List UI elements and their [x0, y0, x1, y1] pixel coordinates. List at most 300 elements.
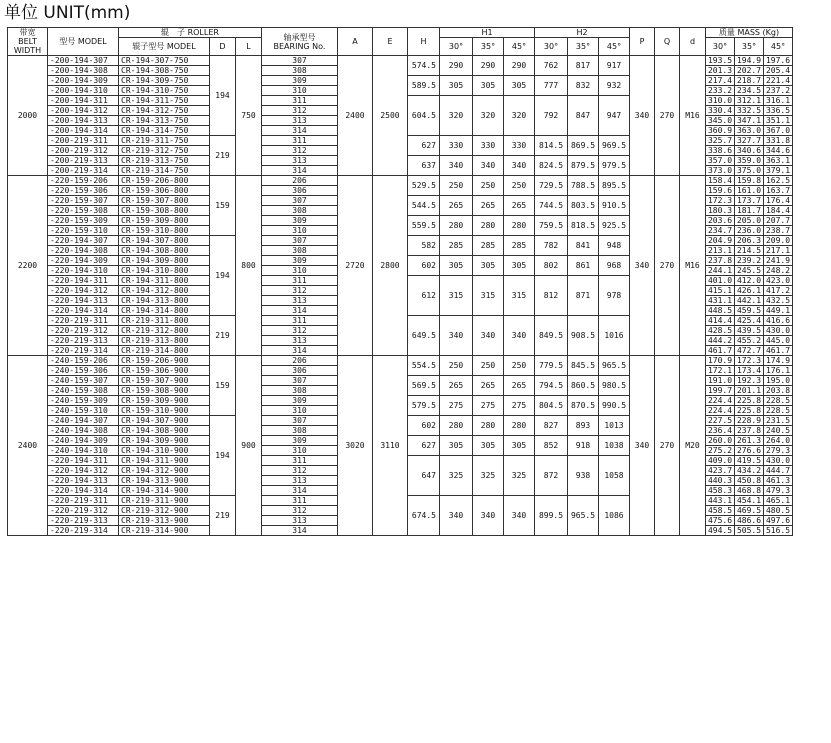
h-cell: 544.5	[408, 196, 440, 216]
bolt-d-cell: M16	[680, 56, 706, 176]
bearing-cell: 306	[262, 186, 338, 196]
h1-cell: 320	[440, 96, 473, 136]
h1-cell: 275	[440, 396, 473, 416]
mass-cell: 184.4	[764, 206, 793, 216]
model-cell: -220-159-307	[48, 196, 119, 206]
h2-cell: 910.5	[599, 196, 630, 216]
h1-cell: 340	[440, 316, 473, 356]
mass-cell: 431.1	[706, 296, 735, 306]
h1-cell: 280	[504, 416, 535, 436]
h2-cell: 908.5	[568, 316, 599, 356]
mass-cell: 444.2	[706, 336, 735, 346]
h1-cell: 290	[504, 56, 535, 76]
h2-angle-45: 45°	[599, 38, 630, 56]
h-cell: 579.5	[408, 396, 440, 416]
e-cell: 3110	[373, 356, 408, 536]
mass-cell: 240.5	[764, 426, 793, 436]
mass-cell: 363.1	[764, 156, 793, 166]
h1-cell: 290	[440, 56, 473, 76]
bearing-cell: 310	[262, 226, 338, 236]
bolt-d-header: d	[680, 28, 706, 56]
model-cell: -220-159-310	[48, 226, 119, 236]
belt-header-en1: BELT	[18, 37, 37, 46]
belt-width-cell: 2000	[8, 56, 48, 176]
p-cell: 340	[630, 56, 655, 176]
h2-cell: 804.5	[535, 396, 568, 416]
h2-cell: 893	[568, 416, 599, 436]
bearing-header	[262, 28, 338, 56]
model-cell: -200-219-314	[48, 166, 119, 176]
mass-cell: 159.8	[735, 176, 764, 186]
model-cell: -200-194-309	[48, 76, 119, 86]
mass-cell: 202.7	[735, 66, 764, 76]
bearing-header-en: BEARING No.	[273, 41, 326, 51]
belt-width-cell: 2200	[8, 176, 48, 356]
h2-angle-30: 30°	[535, 38, 568, 56]
h2-cell: 779.5	[535, 356, 568, 376]
mass-cell: 367.0	[764, 126, 793, 136]
mass-cell: 217.1	[764, 246, 793, 256]
mass-cell: 414.4	[706, 316, 735, 326]
model-cell: -220-159-206	[48, 176, 119, 186]
model-cell: -220-219-312	[48, 506, 119, 516]
roller-model-cell: CR-159-308-800	[119, 206, 210, 216]
bearing-cell: 309	[262, 436, 338, 446]
h-cell: 554.5	[408, 356, 440, 376]
h2-cell: 792	[535, 96, 568, 136]
h2-cell: 802	[535, 256, 568, 276]
h2-cell: 979.5	[599, 156, 630, 176]
roller-model-cell: CR-219-313-900	[119, 516, 210, 526]
mass-cell: 173.4	[735, 366, 764, 376]
mass-cell: 248.2	[764, 266, 793, 276]
h2-cell: 938	[568, 456, 599, 496]
h2-cell: 852	[535, 436, 568, 456]
roller-model-cell: CR-219-311-900	[119, 496, 210, 506]
mass-cell: 201.3	[706, 66, 735, 76]
roller-l-cell: 900	[236, 356, 262, 536]
h2-cell: 1013	[599, 416, 630, 436]
mass-cell: 330.4	[706, 106, 735, 116]
p-header: P	[630, 28, 655, 56]
mass-cell: 312.1	[735, 96, 764, 106]
h1-cell: 340	[504, 156, 535, 176]
mass-cell: 238.7	[764, 226, 793, 236]
roller-d-cell: 159	[210, 356, 236, 416]
mass-cell: 344.6	[764, 146, 793, 156]
model-cell: -200-194-310	[48, 86, 119, 96]
mass-cell: 170.9	[706, 356, 735, 366]
bearing-cell: 206	[262, 356, 338, 366]
bearing-cell: 311	[262, 456, 338, 466]
h1-cell: 305	[504, 256, 535, 276]
mass-cell: 434.2	[735, 466, 764, 476]
mass-cell: 458.5	[706, 506, 735, 516]
mass-cell: 423.0	[764, 276, 793, 286]
h1-cell: 290	[473, 56, 504, 76]
mass-cell: 191.0	[706, 376, 735, 386]
h2-cell: 948	[599, 236, 630, 256]
roller-model-cell: CR-194-314-750	[119, 126, 210, 136]
mass-cell: 325.7	[706, 136, 735, 146]
roller-model-cell: CR-194-308-800	[119, 246, 210, 256]
bearing-cell: 312	[262, 506, 338, 516]
model-cell: -200-194-313	[48, 116, 119, 126]
mass-cell: 163.7	[764, 186, 793, 196]
mass-cell: 439.5	[735, 326, 764, 336]
h1-cell: 320	[504, 96, 535, 136]
h1-cell: 275	[473, 396, 504, 416]
mass-cell: 459.5	[735, 306, 764, 316]
q-cell: 270	[655, 56, 680, 176]
roller-model-cell: CR-219-314-800	[119, 346, 210, 356]
h1-cell: 330	[473, 136, 504, 156]
h1-cell: 250	[473, 176, 504, 196]
roller-model-cell: CR-159-307-800	[119, 196, 210, 206]
h1-cell: 325	[440, 456, 473, 496]
model-cell: -240-159-308	[48, 386, 119, 396]
mass-cell: 310.0	[706, 96, 735, 106]
bearing-cell: 309	[262, 76, 338, 86]
model-cell: -240-159-307	[48, 376, 119, 386]
model-cell: -220-194-314	[48, 306, 119, 316]
bearing-cell: 313	[262, 296, 338, 306]
roller-model-cell: CR-194-309-900	[119, 436, 210, 446]
h-cell: 627	[408, 436, 440, 456]
bearing-cell: 307	[262, 376, 338, 386]
h2-cell: 812	[535, 276, 568, 316]
mass-cell: 469.5	[735, 506, 764, 516]
mass-cell: 237.8	[706, 256, 735, 266]
model-cell: -220-194-311	[48, 276, 119, 286]
h1-cell: 250	[440, 176, 473, 196]
h2-cell: 978	[599, 276, 630, 316]
h2-cell: 860.5	[568, 376, 599, 396]
mass-cell: 207.7	[764, 216, 793, 226]
model-cell: -220-219-313	[48, 336, 119, 346]
mass-cell: 336.5	[764, 106, 793, 116]
h2-cell: 803.5	[568, 196, 599, 216]
h2-cell: 832	[568, 76, 599, 96]
roller-model-cell: CR-194-314-900	[119, 486, 210, 496]
bearing-cell: 312	[262, 106, 338, 116]
model-cell: -220-219-313	[48, 516, 119, 526]
mass-cell: 327.7	[735, 136, 764, 146]
bearing-cell: 308	[262, 386, 338, 396]
belt-width-cell: 2400	[8, 356, 48, 536]
h-cell: 674.5	[408, 496, 440, 536]
bearing-cell: 314	[262, 166, 338, 176]
h1-cell: 330	[504, 136, 535, 156]
h-cell: 602	[408, 256, 440, 276]
model-cell: -200-194-311	[48, 96, 119, 106]
bearing-cell: 308	[262, 206, 338, 216]
h1-cell: 250	[504, 176, 535, 196]
mass-cell: 373.0	[706, 166, 735, 176]
mass-cell: 461.3	[764, 476, 793, 486]
roller-model-cell: CR-159-308-900	[119, 386, 210, 396]
mass-cell: 218.7	[735, 76, 764, 86]
h2-cell: 794.5	[535, 376, 568, 396]
mass-cell: 401.0	[706, 276, 735, 286]
mass-cell: 181.7	[735, 206, 764, 216]
roller-model-cell: CR-159-307-900	[119, 376, 210, 386]
mass-cell: 332.5	[735, 106, 764, 116]
roller-d-cell: 194	[210, 416, 236, 496]
model-cell: -240-194-308	[48, 426, 119, 436]
mass-cell: 201.1	[735, 386, 764, 396]
mass-cell: 497.6	[764, 516, 793, 526]
h1-angle-35: 35°	[473, 38, 504, 56]
h2-cell: 814.5	[535, 136, 568, 156]
mass-cell: 221.4	[764, 76, 793, 86]
mass-cell: 194.9	[735, 56, 764, 66]
bearing-cell: 314	[262, 346, 338, 356]
h1-cell: 305	[504, 76, 535, 96]
mass-angle-35: 35°	[735, 38, 764, 56]
mass-cell: 225.8	[735, 406, 764, 416]
h2-header: H2	[535, 28, 630, 38]
roller-model-cell: CR-159-310-800	[119, 226, 210, 236]
h2-cell: 871	[568, 276, 599, 316]
bearing-cell: 313	[262, 116, 338, 126]
h-cell: 627	[408, 136, 440, 156]
roller-d-cell: 219	[210, 136, 236, 176]
roller-d-cell: 194	[210, 56, 236, 136]
h2-cell: 895.5	[599, 176, 630, 196]
mass-cell: 231.5	[764, 416, 793, 426]
model-header: 型号 MODEL	[48, 28, 119, 56]
h2-cell: 847	[568, 96, 599, 136]
h2-cell: 817	[568, 56, 599, 76]
h1-cell: 285	[473, 236, 504, 256]
h2-cell: 818.5	[568, 216, 599, 236]
h1-cell: 325	[473, 456, 504, 496]
model-cell: -200-194-312	[48, 106, 119, 116]
mass-cell: 172.1	[706, 366, 735, 376]
mass-cell: 345.0	[706, 116, 735, 126]
p-cell: 340	[630, 356, 655, 536]
mass-cell: 426.1	[735, 286, 764, 296]
mass-cell: 316.1	[764, 96, 793, 106]
h2-cell: 827	[535, 416, 568, 436]
roller-model-cell: CR-194-311-900	[119, 456, 210, 466]
roller-model-cell: CR-194-309-750	[119, 76, 210, 86]
mass-cell: 217.4	[706, 76, 735, 86]
belt-width-header	[8, 28, 48, 56]
h2-cell: 849.5	[535, 316, 568, 356]
model-cell: -200-219-312	[48, 146, 119, 156]
bearing-cell: 312	[262, 146, 338, 156]
model-cell: -220-219-311	[48, 316, 119, 326]
mass-cell: 338.6	[706, 146, 735, 156]
table-row	[8, 356, 793, 366]
model-cell: -220-194-313	[48, 476, 119, 486]
h1-cell: 340	[473, 156, 504, 176]
mass-cell: 260.0	[706, 436, 735, 446]
roller-model-cell: CR-219-311-800	[119, 316, 210, 326]
mass-cell: 461.7	[764, 346, 793, 356]
roller-model-cell: CR-219-314-900	[119, 526, 210, 536]
mass-cell: 430.0	[764, 456, 793, 466]
mass-cell: 204.9	[706, 236, 735, 246]
h-cell: 582	[408, 236, 440, 256]
mass-cell: 415.1	[706, 286, 735, 296]
h-cell: 559.5	[408, 216, 440, 236]
h2-cell: 990.5	[599, 396, 630, 416]
mass-cell: 448.5	[706, 306, 735, 316]
bearing-cell: 308	[262, 426, 338, 436]
mass-cell: 227.5	[706, 416, 735, 426]
roller-spec-table	[7, 27, 793, 536]
roller-l-cell: 800	[236, 176, 262, 356]
h-cell: 637	[408, 156, 440, 176]
mass-cell: 261.3	[735, 436, 764, 446]
mass-cell: 236.4	[706, 426, 735, 436]
h2-cell: 872	[535, 456, 568, 496]
mass-cell: 214.5	[735, 246, 764, 256]
mass-angle-30: 30°	[706, 38, 735, 56]
roller-model-cell: CR-194-310-800	[119, 266, 210, 276]
bearing-cell: 313	[262, 156, 338, 166]
h2-cell: 788.5	[568, 176, 599, 196]
roller-model-cell: CR-159-306-800	[119, 186, 210, 196]
bearing-cell: 312	[262, 286, 338, 296]
bearing-cell: 309	[262, 396, 338, 406]
mass-cell: 357.0	[706, 156, 735, 166]
mass-cell: 409.0	[706, 456, 735, 466]
mass-cell: 458.3	[706, 486, 735, 496]
h-cell: 612	[408, 276, 440, 316]
p-cell: 340	[630, 176, 655, 356]
roller-model-cell: CR-194-314-800	[119, 306, 210, 316]
mass-cell: 237.8	[735, 426, 764, 436]
mass-cell: 419.5	[735, 456, 764, 466]
h2-cell: 845.5	[568, 356, 599, 376]
mass-cell: 241.9	[764, 256, 793, 266]
bearing-cell: 314	[262, 306, 338, 316]
roller-model-cell: CR-219-312-800	[119, 326, 210, 336]
bearing-cell: 314	[262, 126, 338, 136]
h1-cell: 330	[440, 136, 473, 156]
h1-cell: 315	[440, 276, 473, 316]
model-cell: -220-194-312	[48, 286, 119, 296]
h1-cell: 305	[473, 256, 504, 276]
mass-cell: 442.1	[735, 296, 764, 306]
table-body	[8, 28, 793, 536]
mass-cell: 351.1	[764, 116, 793, 126]
e-header: E	[373, 28, 408, 56]
mass-cell: 461.7	[706, 346, 735, 356]
roller-model-cell: CR-219-311-750	[119, 136, 210, 146]
mass-cell: 468.8	[735, 486, 764, 496]
roller-l-header: L	[236, 38, 262, 56]
roller-d-cell: 159	[210, 176, 236, 236]
bearing-cell: 306	[262, 366, 338, 376]
h2-cell: 1058	[599, 456, 630, 496]
mass-cell: 363.0	[735, 126, 764, 136]
roller-model-cell: CR-194-309-800	[119, 256, 210, 266]
model-cell: -220-219-311	[48, 496, 119, 506]
h2-cell: 1038	[599, 436, 630, 456]
model-cell: -220-159-309	[48, 216, 119, 226]
bearing-cell: 206	[262, 176, 338, 186]
mass-cell: 205.4	[764, 66, 793, 76]
mass-cell: 205.0	[735, 216, 764, 226]
h1-cell: 340	[440, 496, 473, 536]
roller-model-cell: CR-219-314-750	[119, 166, 210, 176]
h1-cell: 275	[504, 396, 535, 416]
roller-model-cell: CR-194-313-750	[119, 116, 210, 126]
bearing-cell: 312	[262, 466, 338, 476]
roller-model-cell: CR-159-309-900	[119, 396, 210, 406]
h2-cell: 1016	[599, 316, 630, 356]
h1-cell: 340	[473, 316, 504, 356]
h-header: H	[408, 28, 440, 56]
mass-cell: 239.2	[735, 256, 764, 266]
model-cell: -240-159-206	[48, 356, 119, 366]
roller-header: 辊 子 ROLLER	[119, 28, 262, 38]
q-header: Q	[655, 28, 680, 56]
h1-cell: 305	[440, 76, 473, 96]
bearing-cell: 313	[262, 516, 338, 526]
mass-cell: 417.2	[764, 286, 793, 296]
h2-cell: 777	[535, 76, 568, 96]
mass-cell: 199.7	[706, 386, 735, 396]
model-cell: -240-159-310	[48, 406, 119, 416]
mass-cell: 158.4	[706, 176, 735, 186]
q-cell: 270	[655, 176, 680, 356]
model-cell: -240-159-309	[48, 396, 119, 406]
roller-model-cell: CR-194-307-750	[119, 56, 210, 66]
model-cell: -240-194-309	[48, 436, 119, 446]
roller-l-cell: 750	[236, 56, 262, 176]
h2-cell: 932	[599, 76, 630, 96]
mass-cell: 276.6	[735, 446, 764, 456]
model-cell: -200-194-308	[48, 66, 119, 76]
mass-cell: 264.0	[764, 436, 793, 446]
h2-cell: 917	[599, 56, 630, 76]
bearing-cell: 311	[262, 96, 338, 106]
h1-cell: 280	[504, 216, 535, 236]
bearing-cell: 312	[262, 326, 338, 336]
mass-cell: 445.0	[764, 336, 793, 346]
mass-cell: 206.3	[735, 236, 764, 246]
mass-cell: 475.6	[706, 516, 735, 526]
roller-model-cell: CR-194-312-800	[119, 286, 210, 296]
h2-cell: 965.5	[568, 496, 599, 536]
roller-model-cell: CR-219-313-750	[119, 156, 210, 166]
model-cell: -200-219-311	[48, 136, 119, 146]
header-row-1	[8, 28, 793, 38]
h1-cell: 340	[440, 156, 473, 176]
belt-header-cn: 带宽	[19, 28, 36, 37]
bearing-cell: 314	[262, 526, 338, 536]
model-cell: -220-194-314	[48, 486, 119, 496]
q-cell: 270	[655, 356, 680, 536]
model-cell: -220-194-310	[48, 266, 119, 276]
mass-cell: 480.5	[764, 506, 793, 516]
a-cell: 2400	[338, 56, 373, 176]
h1-cell: 280	[473, 216, 504, 236]
h-cell: 649.5	[408, 316, 440, 356]
mass-cell: 244.1	[706, 266, 735, 276]
h1-cell: 285	[504, 236, 535, 256]
mass-cell: 275.2	[706, 446, 735, 456]
mass-cell: 176.4	[764, 196, 793, 206]
h1-cell: 280	[473, 416, 504, 436]
roller-model-cell: CR-194-313-900	[119, 476, 210, 486]
